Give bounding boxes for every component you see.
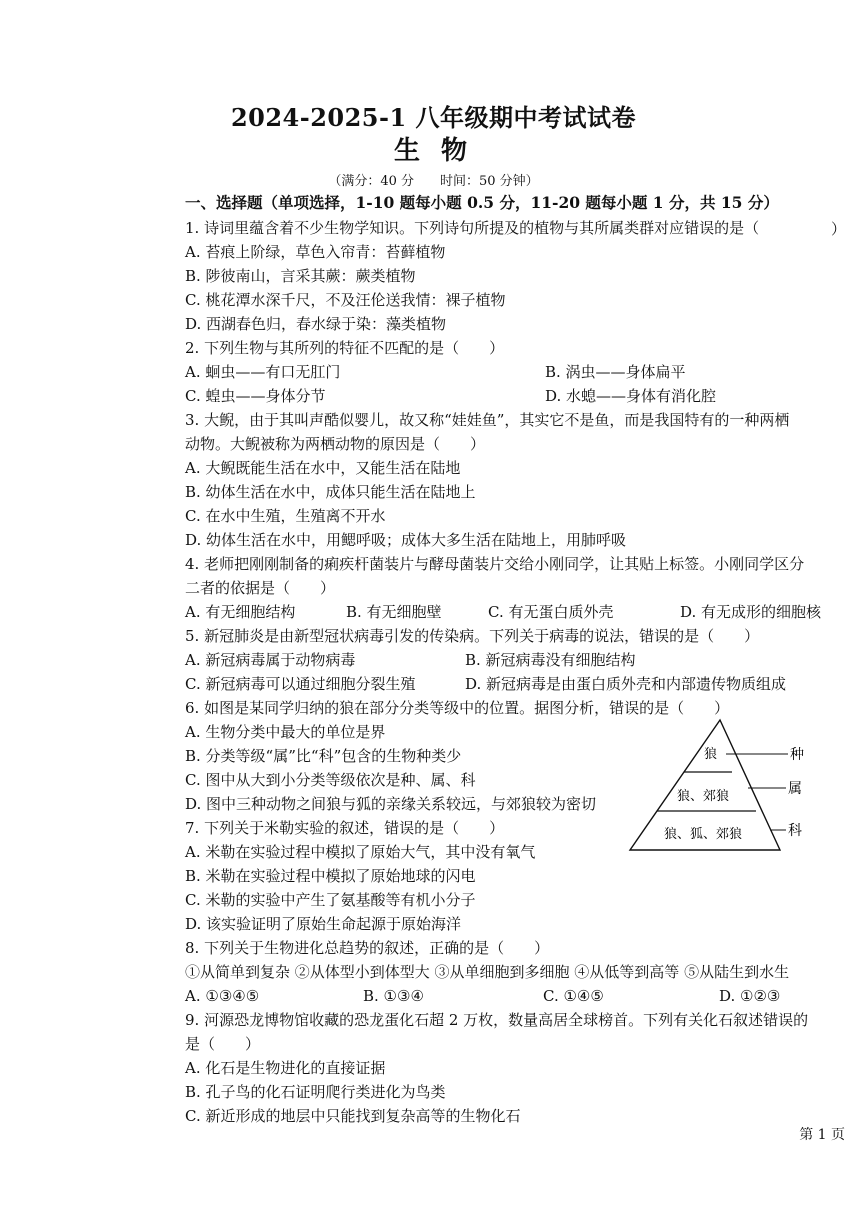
q8-option-b: B. ①③④	[363, 987, 424, 1005]
q2-option-b: B. 涡虫——身体扁平	[545, 363, 686, 381]
q1-stem: 1. 诗词里蕴含着不少生物学知识。下列诗句所提及的植物与其所属类群对应错误的是（	[185, 219, 760, 237]
label-family: 科	[788, 823, 802, 839]
q6-option-a: A. 生物分类中最大的单位是界	[185, 723, 386, 741]
q7-option-a: A. 米勒在实验过程中模拟了原始大气，其中没有氧气	[185, 843, 536, 861]
pyramid-level-2: 狼、郊狼	[677, 789, 730, 804]
q8-option-c: C. ①④⑤	[543, 987, 604, 1005]
q6-option-d: D. 图中三种动物之间狼与狐的亲缘关系较远，与郊狼较为密切	[185, 795, 597, 813]
q6-stem: 6. 如图是某同学归纳的狼在部分分类等级中的位置。据图分析，错误的是（ ）	[185, 699, 730, 717]
q5-option-a: A. 新冠病毒属于动物病毒	[185, 651, 356, 669]
q1-option-b: B. 陟彼南山，言采其蕨：蕨类植物	[185, 267, 416, 285]
q4-option-c: C. 有无蛋白质外壳	[488, 603, 614, 621]
q9-option-a: A. 化石是生物进化的直接证据	[185, 1059, 386, 1077]
q4-option-a: A. 有无细胞结构	[185, 603, 296, 621]
q8-option-d: D. ①②③	[719, 987, 781, 1005]
q5-stem: 5. 新冠肺炎是由新型冠状病毒引发的传染病。下列关于病毒的说法，错误的是（ ）	[185, 627, 760, 645]
q4-option-d: D. 有无成形的细胞核	[680, 603, 822, 621]
q9-stem-line2: 是（ ）	[185, 1035, 261, 1053]
q7-option-b: B. 米勒在实验过程中模拟了原始地球的闪电	[185, 867, 476, 885]
q1-close-paren: ）	[831, 220, 847, 238]
q9-option-b: B. 孔子鸟的化石证明爬行类进化为鸟类	[185, 1083, 446, 1101]
q6-option-b: B. 分类等级“属”比“科”包含的生物种类少	[185, 747, 462, 765]
q2-stem: 2. 下列生物与其所列的特征不匹配的是（ ）	[185, 339, 505, 357]
pyramid-level-1: 狼	[704, 747, 718, 762]
q1-option-a: A. 苔痕上阶绿，草色入帘青：苔藓植物	[185, 243, 446, 261]
q3-stem-line2: 动物。大鲵被称为两栖动物的原因是（ ）	[185, 435, 486, 453]
q3-stem-line1: 3. 大鲵，由于其叫声酷似婴儿，故又称“娃娃鱼”，其实它不是鱼，而是我国特有的一种两栖	[185, 411, 790, 429]
pyramid-level-3: 狼、狐、郊狼	[664, 827, 743, 842]
q5-option-b: B. 新冠病毒没有细胞结构	[465, 651, 636, 669]
q9-option-c: C. 新近形成的地层中只能找到复杂高等的生物化石	[185, 1107, 521, 1125]
q8-stem: 8. 下列关于生物进化总趋势的叙述，正确的是（ ）	[185, 939, 550, 957]
q1-option-d: D. 西湖春色归，春水绿于染：藻类植物	[185, 315, 447, 333]
exam-title: 2024-2025-1 八年级期中考试试卷	[230, 103, 637, 132]
score-info: （满分：40 分 时间：50 分钟）	[328, 174, 539, 189]
q4-stem-line1: 4. 老师把刚刚制备的痢疾杆菌装片与酵母菌装片交给小刚同学，让其贴上标签。小刚同学区分	[185, 555, 805, 573]
q7-option-c: C. 米勒的实验中产生了氨基酸等有机小分子	[185, 891, 476, 909]
label-genus: 属	[788, 781, 802, 797]
q5-option-d: D. 新冠病毒是由蛋白质外壳和内部遗传物质组成	[465, 675, 787, 693]
q8-items: ①从简单到复杂 ②从体型小到体型大 ③从单细胞到多细胞 ④从低等到高等 ⑤从陆生到水生	[185, 963, 790, 981]
section-heading: 一、选择题（单项选择，1-10 题每小题 0.5 分，11-20 题每小题 1 分，共 15 分）	[185, 193, 779, 212]
q2-option-d: D. 水螅——身体有消化腔	[545, 387, 717, 405]
q3-option-b: B. 幼体生活在水中，成体只能生活在陆地上	[185, 483, 476, 501]
q3-option-d: D. 幼体生活在水中，用鳃呼吸；成体大多生活在陆地上，用肺呼吸	[185, 531, 627, 549]
q4-stem-line2: 二者的依据是（ ）	[185, 579, 336, 597]
q2-option-c: C. 蝗虫——身体分节	[185, 387, 326, 405]
q9-stem-line1: 9. 河源恐龙博物馆收藏的恐龙蛋化石超 2 万枚，数量高居全球榜首。下列有关化石叙述错误的	[185, 1011, 809, 1029]
page-number: 第 1 页	[799, 1127, 845, 1143]
q7-stem: 7. 下列关于米勒实验的叙述，错误的是（ ）	[185, 819, 505, 837]
q1-option-c: C. 桃花潭水深千尺，不及汪伦送我情：裸子植物	[185, 291, 506, 309]
q2-option-a: A. 蛔虫——有口无肛门	[185, 363, 341, 381]
q8-option-a: A. ①③④⑤	[185, 987, 260, 1005]
q3-option-a: A. 大鲵既能生活在水中，又能生活在陆地	[185, 459, 461, 477]
q3-option-c: C. 在水中生殖，生殖离不开水	[185, 507, 386, 525]
q7-option-d: D. 该实验证明了原始生命起源于原始海洋	[185, 915, 462, 933]
subject-title: 生 物	[393, 136, 474, 166]
taxonomy-pyramid-diagram	[620, 712, 820, 858]
q6-option-c: C. 图中从大到小分类等级依次是种、属、科	[185, 771, 476, 789]
q4-option-b: B. 有无细胞壁	[346, 603, 442, 621]
label-species: 种	[790, 747, 804, 763]
q5-option-c: C. 新冠病毒可以通过细胞分裂生殖	[185, 675, 416, 693]
